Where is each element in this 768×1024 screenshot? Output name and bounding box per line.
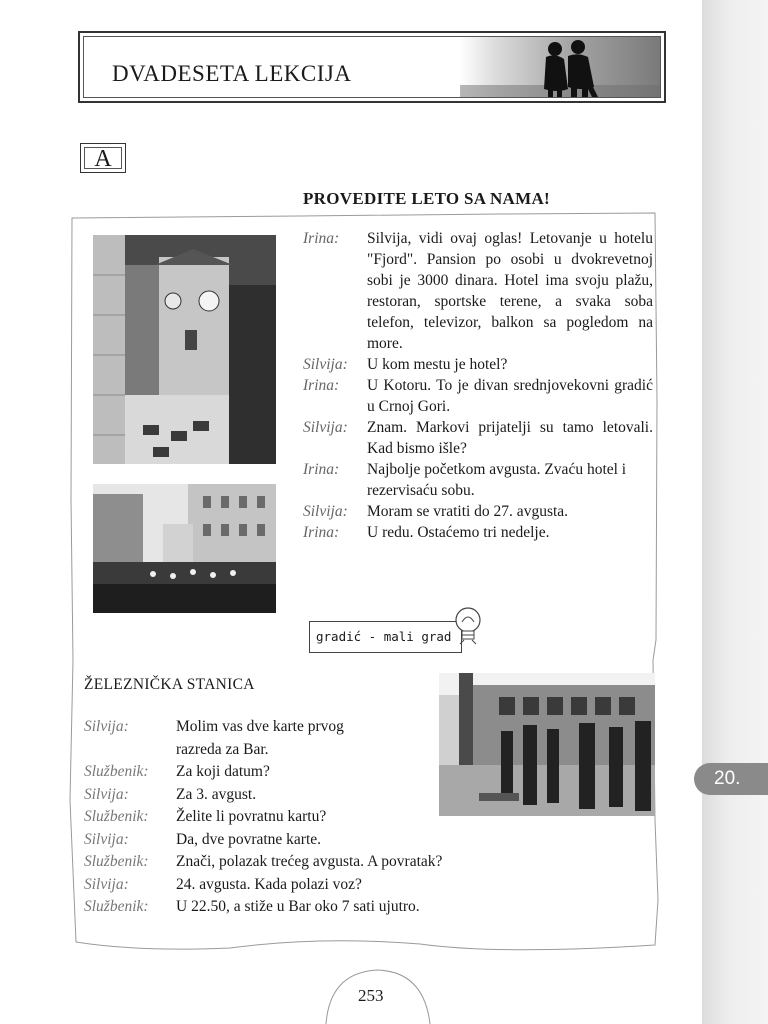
dialogue-text: Silvija, vidi ovaj oglas! Letovanje u hotelu "Fjord". Pansion po osobi u dvokrevetnoj sobi je 3000 dinara. Hotel ima svoju plažu, restoran, sportske terene, a svaka soba telefon, televizor, balkon sa pogledom na more.: [367, 230, 653, 352]
dialogue-text: U Kotoru. To je divan srednjovekovni gradić u Crnoj Gori.: [367, 377, 653, 415]
dialogue-text: razreda za Bar.: [176, 740, 269, 758]
speaker-label: Irina:: [303, 524, 340, 541]
station-dialogue-title: ŽELEZNIČKA STANICA: [84, 676, 255, 693]
lesson-number-tab: 20.: [694, 763, 768, 795]
speaker-label: Službenik:: [84, 898, 149, 915]
dialogue-text: U 22.50, a stiže u Bar oko 7 sati ujutro.: [176, 898, 420, 915]
speaker-label: Službenik:: [84, 853, 149, 870]
dialogue-text: Najbolje početkom avgusta. Zvaću hotel i rezervisaću sobu.: [367, 461, 627, 499]
speaker-label: Službenik:: [84, 763, 149, 780]
dialogue-text: Za 3. avgust.: [176, 785, 257, 803]
dialogue-text: Da, dve povratne karte.: [176, 830, 322, 848]
dialogue-text: U redu. Ostaćemo tri nedelje.: [367, 524, 550, 541]
speaker-label: Silvija:: [84, 718, 129, 735]
speaker-label: Silvija:: [303, 503, 348, 520]
speaker-label: Silvija:: [84, 785, 129, 803]
dialogue-text: Molim vas dve karte prvog: [176, 718, 344, 735]
speaker-label: Irina:: [303, 230, 340, 247]
page-number: 253: [358, 986, 384, 1005]
dialogue-text: Znam. Markovi prijatelji su tamo letovali. Kad bismo išle?: [367, 419, 653, 457]
dialogue-text: Za koji datum?: [176, 763, 270, 780]
speaker-label: Silvija:: [303, 356, 348, 373]
vocabulary-note: gradić - mali grad: [309, 621, 462, 653]
speaker-label: Irina:: [303, 461, 340, 478]
lesson-heading: DVADESETA LEKCIJA: [112, 61, 352, 86]
dialogue-text: Znači, polazak trećeg avgusta. A povratak?: [176, 853, 443, 870]
speaker-label: Službenik:: [84, 808, 149, 825]
speaker-label: Silvija:: [84, 875, 129, 893]
speaker-label: Irina:: [303, 377, 340, 394]
dialogue-text: Moram se vratiti do 27. avgusta.: [367, 503, 569, 520]
speaker-label: Silvija:: [303, 419, 348, 436]
dialogue-text: 24. avgusta. Kada polazi voz?: [176, 875, 362, 893]
dialogue-text: Želite li povratnu kartu?: [176, 808, 327, 825]
section-a-letter: A: [84, 147, 122, 169]
dialogue-text: U kom mestu je hotel?: [367, 356, 508, 373]
speaker-label: Silvija:: [84, 830, 129, 848]
dialogue-title: PROVEDITE LETO SA NAMA!: [303, 189, 550, 208]
